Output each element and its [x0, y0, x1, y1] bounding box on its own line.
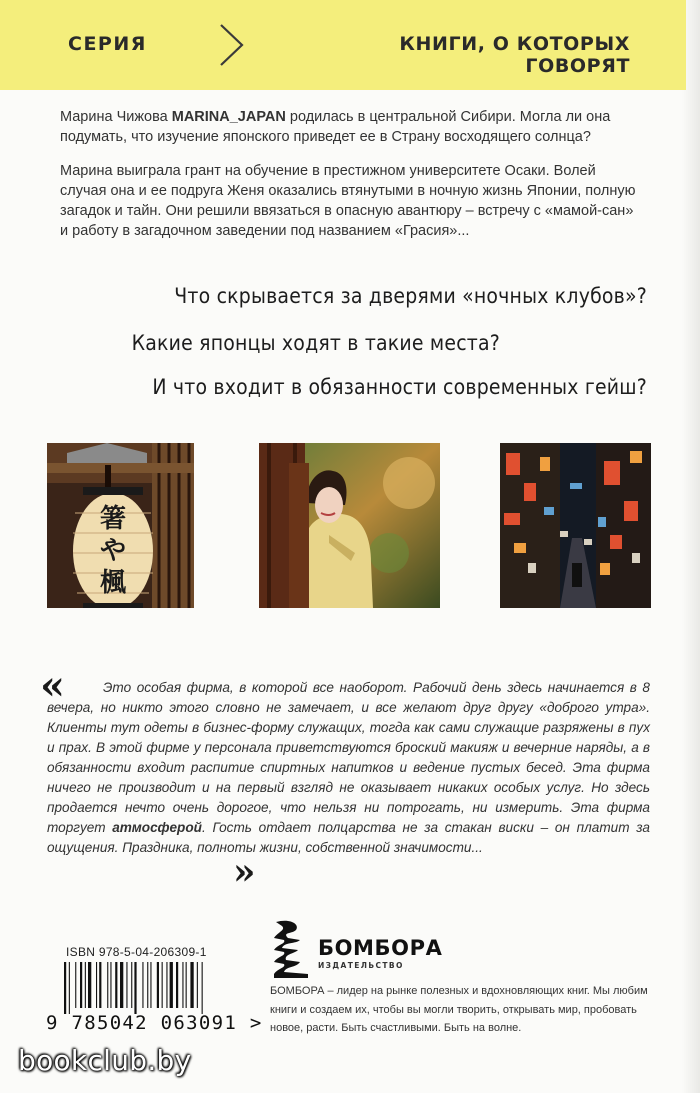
- barcode-bar: [96, 962, 97, 1008]
- series-banner: [0, 0, 686, 90]
- barcode-bar: [157, 962, 159, 1008]
- barcode-digits: 9 785042 063091 >: [46, 1012, 263, 1034]
- chevron-right-icon: [218, 23, 246, 67]
- barcode-bar: [85, 962, 86, 1008]
- barcode-bar: [166, 962, 167, 1008]
- publisher-description: БОМБОРА – лидер на рынке полезных и вдохновляющих книг. Мы любим книги и создаем их, чтобы вы могли творить, открывать мир, пробовать новое, расти. Быть счастливыми. Быть на волне.: [270, 985, 648, 1035]
- barcode-bar: [162, 962, 163, 1008]
- night-alley-photo: [500, 443, 651, 608]
- barcode-bar: [147, 962, 148, 1008]
- lantern-illustration: [47, 443, 194, 608]
- quote-text-part: Это особая фирма, в которой все наоборот. Рабочий день здесь начинается в 8 вечера, но никто этого словно не замечает, и все желают друг другу «доброго утра». Клиенты тут одеты в бизнес-форму служащих, тогда как сами служащие разряжены в пух и прах. В этой фирме у персонала приветствуются броский макияж и вечерние наряды, а в обязанности входит распитие спиртных напитков и ведение пустых бесед. Эта фирма ничего не производит и на первый взгляд не оказывает никаких особых услуг. Но здесь продается нечто очень дорогое, что нельзя ни потрогать, ни измерить. Эта фирма торгует: [47, 680, 650, 835]
- watermark: bookclub.by: [18, 1044, 192, 1077]
- barcode-bar: [190, 962, 193, 1008]
- barcode-bar: [88, 962, 91, 1008]
- lantern-photo: [47, 443, 194, 608]
- quote-emphasis: атмосферой: [112, 820, 202, 835]
- question-1: Что скрывается за дверями «ночных клубов»?: [174, 284, 647, 308]
- quote-close-mark: »: [233, 851, 256, 893]
- author-intro: [60, 107, 640, 255]
- geisha-door-photo: [259, 443, 440, 608]
- barcode-bar: [131, 962, 132, 1008]
- barcode-bar: [202, 962, 203, 1014]
- intro-text: родилась в центральной Сибири. Могла ли она подумать, что изучение японского приведет ее в Страну восходящего солнца?: [60, 109, 611, 145]
- series-name: КНИГИ, О КОТОРЫХ ГОВОРЯТ: [399, 33, 630, 77]
- barcode-bar: [80, 962, 82, 1008]
- quote-open-mark: «: [40, 662, 65, 709]
- publisher-name: БОМБОРА: [318, 936, 443, 960]
- lantern-character: や: [99, 536, 127, 566]
- barcode-bar: [115, 962, 117, 1008]
- author-handle: MARINA_JAPAN: [171, 109, 286, 125]
- barcode-bar: [69, 962, 70, 1014]
- barcode-bar: [170, 962, 173, 1008]
- barcode-bar: [176, 962, 178, 1008]
- night-alley-illustration: [500, 443, 651, 608]
- intro-paragraph-1: [60, 107, 640, 147]
- barcode-bar: [197, 962, 198, 1008]
- barcode-bar: [99, 962, 101, 1008]
- intro-text: Марина Чижова: [60, 109, 172, 125]
- quote-text-part: . Гость отдает полцарства не за стакан виски – он платит за ощущения. Праздника, полноты жизни, собственной значимости...: [47, 820, 650, 855]
- barcode-bar: [120, 962, 123, 1008]
- bombora-logo-icon: [270, 918, 314, 978]
- isbn: ISBN 978-5-04-206309-1: [66, 945, 207, 959]
- barcode-bar: [186, 962, 187, 1008]
- series-label: СЕРИЯ: [68, 33, 147, 55]
- question-2: Какие японцы ходят в такие места?: [131, 331, 500, 355]
- barcode-bar: [142, 962, 143, 1008]
- cover-edge: [682, 0, 700, 1093]
- barcode-bar: [107, 962, 108, 1008]
- intro-paragraph-2: Марина выиграла грант на обучение в престижном университете Осаки. Волей случая она и ее подруга Женя оказались втянутыми в ночную жизнь Японии, полную загадок и тайн. Они решили ввязаться в опасную авантюру – встречу с «мамой-сан» и работу в загадочном заведении под названием «Грасия»...: [60, 163, 636, 239]
- barcode-bar: [134, 962, 136, 1014]
- barcode: [62, 962, 240, 1014]
- barcode-bar: [126, 962, 127, 1008]
- publisher-subtitle: ИЗДАТЕЛЬСТВО: [318, 961, 404, 970]
- barcode-bar: [150, 962, 151, 1008]
- barcode-bar: [110, 962, 111, 1008]
- question-3: И что входит в обязанности современных гейш?: [152, 375, 647, 399]
- lantern-character: 箸: [99, 504, 127, 534]
- barcode-bar: [182, 962, 183, 1008]
- quote-text: [47, 678, 650, 858]
- lantern-character: 楓: [99, 568, 127, 598]
- barcode-bar: [64, 962, 66, 1014]
- barcode-bar: [75, 962, 76, 1008]
- geisha-illustration: [259, 443, 440, 608]
